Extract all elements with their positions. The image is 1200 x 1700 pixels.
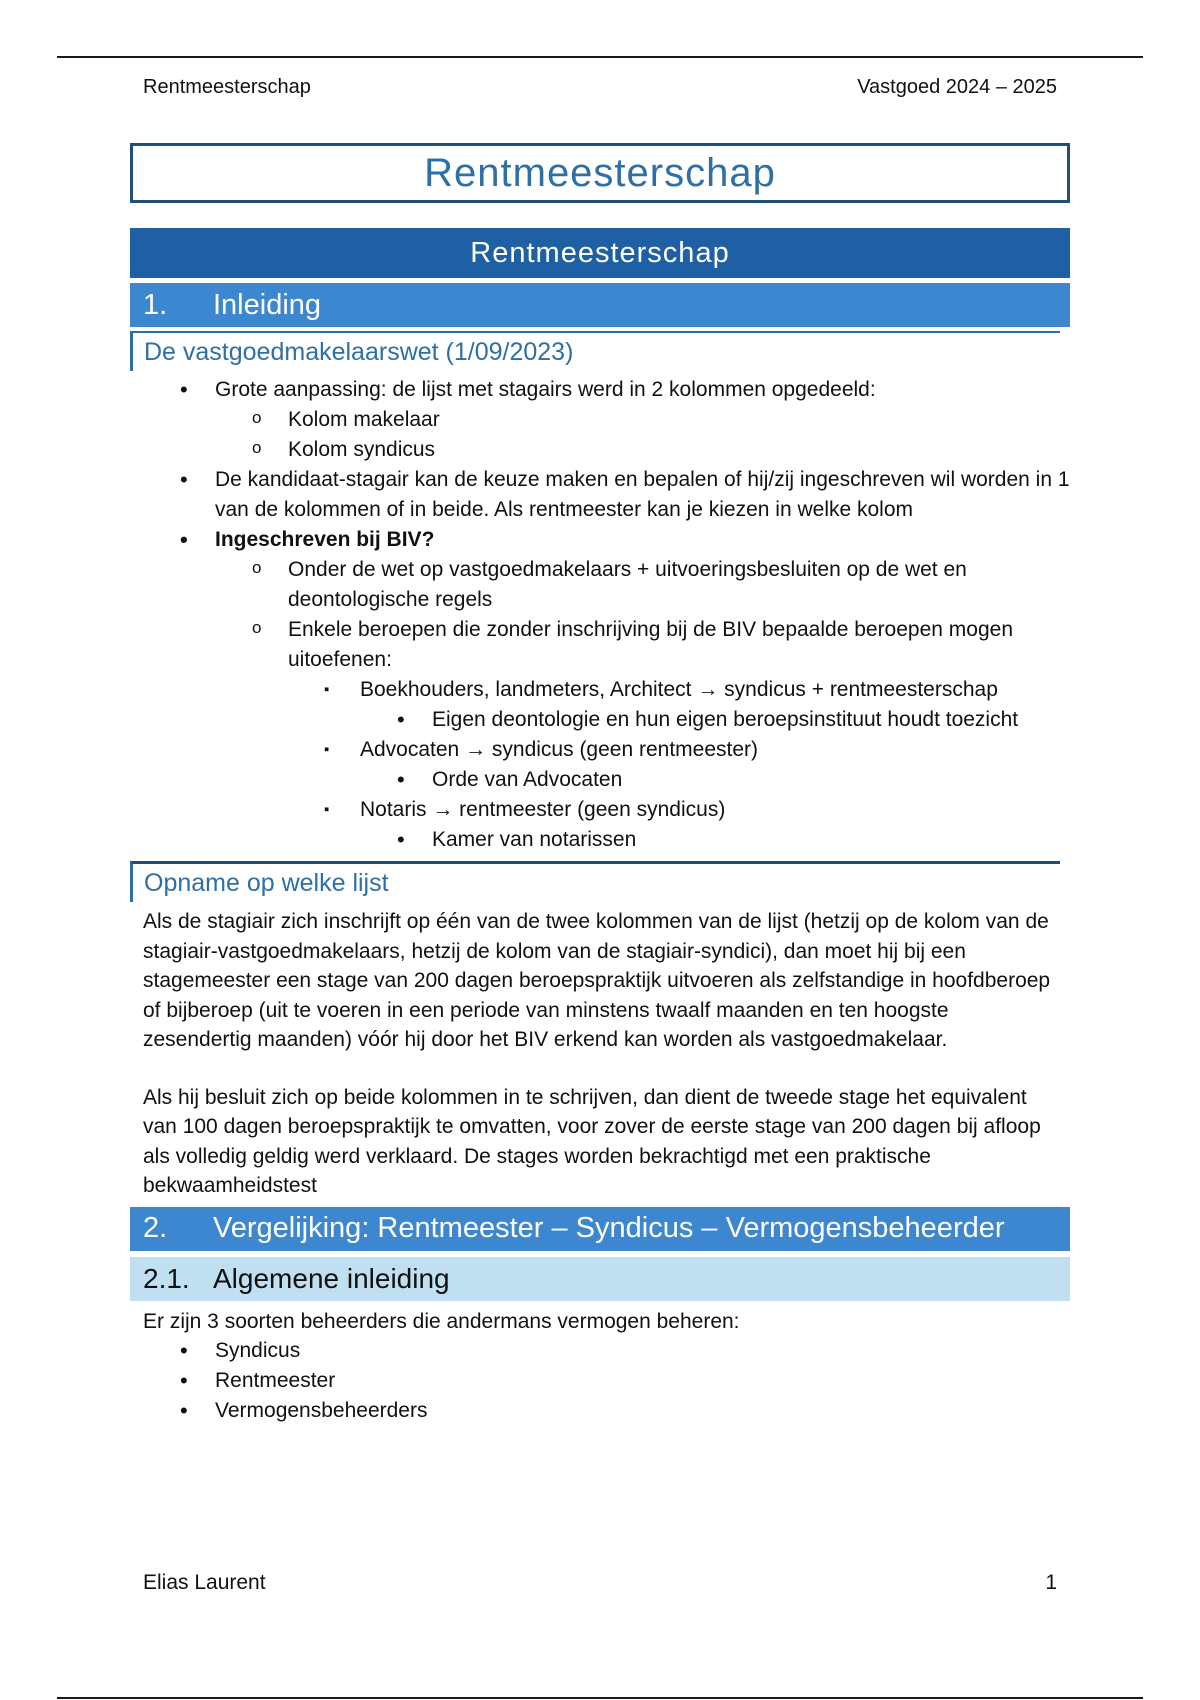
list-item: • Vermogensbeheerders	[130, 1396, 1070, 1426]
list-item: • Ingeschreven bij BIV?	[130, 525, 1070, 555]
heading-number: 2.	[143, 1212, 168, 1244]
heading-1-vergelijking	[130, 1207, 1070, 1251]
list-item: o Kolom syndicus	[130, 435, 1070, 465]
document-body	[130, 143, 1070, 1426]
heading-title: Algemene inleiding	[213, 1262, 450, 1294]
heading-number: 2.1.	[143, 1262, 190, 1294]
heading-1-inleiding	[130, 283, 1070, 327]
wet-list	[130, 375, 1070, 855]
list-item: o Enkele beroepen die zonder inschrijving bij de BIV bepaalde beroepen mogen uitoefenen:	[130, 615, 1070, 675]
header-left: Rentmeesterschap	[143, 76, 311, 98]
header-right: Vastgoed 2024 – 2025	[857, 76, 1057, 98]
list-item: ▪ Notaris → rentmeester (geen syndicus)	[130, 795, 1070, 825]
heading-2-algemene-inleiding	[130, 1257, 1070, 1301]
list-item: • Rentmeester	[130, 1366, 1070, 1396]
list-item: ▪ Advocaten → syndicus (geen rentmeester)	[130, 735, 1070, 765]
list-item: • Eigen deontologie en hun eigen beroepsinstituut houdt toezicht	[130, 705, 1070, 735]
list-item: • Kamer van notarissen	[130, 825, 1070, 855]
list-item: o Kolom makelaar	[130, 405, 1070, 435]
page-number: 1	[1045, 1571, 1057, 1594]
subheading-opname-lijst: Opname op welke lijst	[130, 861, 1060, 902]
list-item: • Grote aanpassing: de lijst met stagairs werd in 2 kolommen opgedeeld:	[130, 375, 1070, 405]
header-rule	[57, 56, 1143, 58]
list-item: o Onder de wet op vastgoedmakelaars + uitvoeringsbesluiten op de wet en deontologische regels	[130, 555, 1070, 615]
document-title: Rentmeesterschap	[130, 143, 1070, 203]
footer-rule	[57, 1697, 1143, 1699]
paragraph: Als de stagiair zich inschrijft op één van de twee kolommen van de lijst (hetzij op de kolom van de stagiair-vastgoedmakelaars, hetzij de kolom van de stagiair-syndici), dan moet hij bij een stagemeester een stage van 200 dagen beroepspraktijk uitvoeren als zelfstandige in hoofdberoep of bijberoep (uit te voeren in een periode van minstens twaalf maanden en ten hoogste zesendertig maanden) vóór hij door het BIV erkend kan worden als vastgoedmakelaar.	[143, 910, 1051, 1051]
heading-number: 1.	[143, 288, 168, 321]
list-item: • Orde van Advocaten	[130, 765, 1070, 795]
subheading-vastgoedmakelaarswet: De vastgoedmakelaarswet (1/09/2023)	[130, 331, 1060, 371]
paragraph: Als hij besluit zich op beide kolommen in te schrijven, dan dient de tweede stage het equivalent van 100 dagen beroepspraktijk te omvatten, voor zover de eerste stage van 200 dagen bij afloop als volledig geldig werd verklaard. De stages worden bekrachtigd met een praktische bekwaamheidstest	[143, 1085, 1041, 1197]
beheerders-list	[130, 1336, 1070, 1426]
footer-author: Elias Laurent	[143, 1571, 266, 1594]
list-item: ▪ Boekhouders, landmeters, Architect → syndicus + rentmeesterschap	[130, 675, 1070, 705]
list-item: • De kandidaat-stagair kan de keuze maken en bepalen of hij/zij ingeschreven wil worden in 1 van de kolommen of in beide. Als rentmeester kan je kiezen in welke kolom	[130, 465, 1070, 525]
paragraph: Er zijn 3 soorten beheerders die andermans vermogen beheren:	[143, 1309, 740, 1333]
list-item: • Syndicus	[130, 1336, 1070, 1366]
heading-title: Inleiding	[213, 288, 322, 321]
heading-title: Vergelijking: Rentmeester – Syndicus – Vermogensbeheerder	[213, 1212, 1005, 1244]
chapter-banner: Rentmeesterschap	[130, 228, 1070, 278]
